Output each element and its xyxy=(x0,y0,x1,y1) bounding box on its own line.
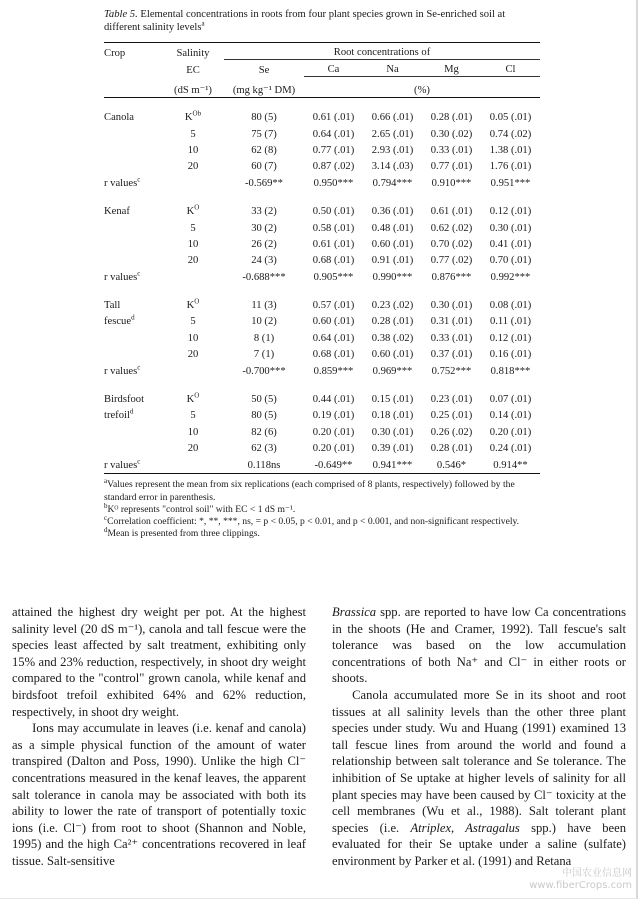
r-cl: 0.818*** xyxy=(490,365,531,377)
ec-cell: 10 xyxy=(187,144,199,156)
crop-cell: Canola xyxy=(104,112,135,124)
header-na: Na xyxy=(363,60,422,77)
crop-cell xyxy=(104,159,162,175)
r-mg: 0.752*** xyxy=(431,365,472,377)
table-row xyxy=(104,203,540,219)
crop-cell: fescue$^d$ xyxy=(104,313,135,328)
mg-value: 0.62 (.02) xyxy=(430,222,473,234)
ca-value: 0.61 (.01) xyxy=(312,238,355,250)
na-value: 0.36 (.01) xyxy=(371,206,414,218)
se-value: 80 (5) xyxy=(251,112,277,124)
se-value: 82 (6) xyxy=(251,426,277,438)
crop-cell xyxy=(104,253,162,269)
se-value: 7 (1) xyxy=(253,349,275,361)
mg-value: 0.33 (.01) xyxy=(430,332,473,344)
right-column xyxy=(332,604,626,870)
cl-value: 0.11 (.01) xyxy=(489,316,532,328)
header-mg: Mg xyxy=(422,60,481,77)
ec-cell: 5 xyxy=(190,222,196,234)
crop-cell xyxy=(104,236,162,252)
paragraph: Brassica spp. are reported to have low Ca concentrations in the shoots (He and Cramer, 1992). Tall fescue's salt tolerance was based on the low accumulation concentrations of both Na⁺ and Cl⁻ in either roots or shoots. xyxy=(332,605,626,686)
r-na: 0.990*** xyxy=(372,271,413,283)
r-values-row xyxy=(104,269,540,285)
table-row xyxy=(104,142,540,158)
header-cl: Cl xyxy=(481,60,540,77)
r-ca: 0.859*** xyxy=(313,365,354,377)
ec-cell: 5 xyxy=(190,128,196,140)
table-caption xyxy=(104,8,540,34)
ec-cell: 20 xyxy=(187,349,199,361)
table-row xyxy=(104,110,540,126)
crop-cell xyxy=(104,441,162,457)
left-column xyxy=(12,604,306,870)
cl-value: 0.41 (.01) xyxy=(489,238,532,250)
table-label: Table 5. xyxy=(104,9,138,20)
footnote-d: $^d$Mean is presented from three clippings. xyxy=(104,525,260,540)
crop-cell xyxy=(104,220,162,236)
table-row xyxy=(104,330,540,346)
na-value: 0.15 (.01) xyxy=(371,394,414,406)
cl-value: 0.12 (.01) xyxy=(489,332,532,344)
mg-value: 0.37 (.01) xyxy=(430,349,473,361)
table-row xyxy=(104,253,540,269)
ca-value: 0.58 (.01) xyxy=(312,222,355,234)
table-row xyxy=(104,126,540,142)
se-value: 33 (2) xyxy=(251,206,277,218)
r-values-label: r values$^c$ xyxy=(104,363,141,377)
cl-value: 0.07 (.01) xyxy=(489,394,532,406)
cl-value: 0.14 (.01) xyxy=(489,410,532,422)
na-value: 0.18 (.01) xyxy=(371,410,414,422)
ec-cell: 10 xyxy=(187,332,199,344)
ca-value: 0.60 (.01) xyxy=(312,316,355,328)
table-row xyxy=(104,408,540,424)
se-value: 80 (5) xyxy=(251,410,277,422)
mg-value: 0.28 (.01) xyxy=(430,112,473,124)
r-cl: 0.951*** xyxy=(490,177,531,189)
r-na: 0.941*** xyxy=(372,459,413,471)
r-se: 0.118ns xyxy=(247,459,281,471)
table-row xyxy=(104,441,540,457)
caption-footnote-mark: a xyxy=(201,19,205,28)
se-value: 24 (3) xyxy=(251,255,277,267)
r-values-label: r values$^c$ xyxy=(104,457,141,471)
se-value: 30 (2) xyxy=(251,222,277,234)
r-values-row xyxy=(104,363,540,379)
ec-cell: $K^O$ xyxy=(186,391,200,406)
ca-value: 0.19 (.01) xyxy=(312,410,355,422)
mg-value: 0.25 (.01) xyxy=(430,410,473,422)
paragraph: Canola accumulated more Se in its shoot and root tissues at all salinity levels than the other three plant species under study. Wu and Huang (1991) examined 13 tall fescue lines from around the world and found a relationship between salt tolerance and Se tolerance. The inhibition of Se uptake at higher levels of salinity for all plant species may have been caused by Cl⁻ toxicity at the cell membranes (Wu et al., 1988). Salt tolerant plant species (i.e. Atriplex, Astragalus spp.) have been evaluated for their Se uptake under a saline (sulfate) environment by Parker et al. (1991) and Retana xyxy=(332,687,627,868)
ca-value: 0.68 (.01) xyxy=(312,255,355,267)
r-cl: 0.992*** xyxy=(490,271,531,283)
mg-value: 0.30 (.02) xyxy=(430,128,473,140)
paragraph: Ions may accumulate in leaves (i.e. kenaf and canola) as a simple physical function of the amount of water transpired (Dalton and Poss, 1990). Unlike the high Cl⁻ concentrations measured in the kenaf leaves, the apparent salt tolerance in canola may be associated with both its ability to lower the rate of transport of potentially toxic ions (i.e. Cl⁻) from root to shoot (Shannon and Noble, 1995) and the high Ca²⁺ concentrations recovered in leaf tissue. Salt-sensitive xyxy=(12,721,306,868)
na-value: 0.60 (.01) xyxy=(371,238,414,250)
ec-cell: 10 xyxy=(187,238,199,250)
crop-cell xyxy=(104,126,162,142)
cl-value: 0.16 (.01) xyxy=(489,349,532,361)
caption-text: Elemental concentrations in roots from four plant species grown in Se-enriched soil at different salinity levels xyxy=(104,9,506,33)
na-value: 0.66 (.01) xyxy=(371,112,414,124)
mg-value: 0.77 (.02) xyxy=(430,255,473,267)
na-value: 3.14 (.03) xyxy=(371,161,414,173)
ec-cell: $K^O$ xyxy=(186,203,200,218)
cl-value: 1.38 (.01) xyxy=(489,144,532,156)
ca-value: 0.64 (.01) xyxy=(312,332,355,344)
header-ca: Ca xyxy=(304,60,363,77)
header-percent-unit: (%) xyxy=(414,84,430,96)
na-value: 2.65 (.01) xyxy=(371,128,414,140)
table-row xyxy=(104,314,540,330)
se-value: 8 (1) xyxy=(253,332,275,344)
na-value: 0.91 (.01) xyxy=(371,255,414,267)
crop-cell xyxy=(104,142,162,158)
mg-value: 0.30 (.01) xyxy=(430,300,473,312)
ca-value: 0.50 (.01) xyxy=(312,206,355,218)
crop-cell: Tall xyxy=(104,300,121,312)
r-values-row xyxy=(104,457,540,474)
header-crop: Crop xyxy=(104,47,126,59)
cl-value: 0.05 (.01) xyxy=(489,112,532,124)
crop-cell: trefoil$^d$ xyxy=(104,407,134,422)
r-ca: 0.950*** xyxy=(313,177,354,189)
table-body xyxy=(104,97,540,474)
ec-cell: 10 xyxy=(187,426,199,438)
table-row xyxy=(104,347,540,363)
table-row xyxy=(104,297,540,313)
table-row xyxy=(104,220,540,236)
ca-value: 0.57 (.01) xyxy=(312,300,355,312)
ca-value: 0.64 (.01) xyxy=(312,128,355,140)
mg-value: 0.77 (.01) xyxy=(430,161,473,173)
se-value: 62 (8) xyxy=(251,144,277,156)
ec-cell: 5 xyxy=(190,316,196,328)
r-values-label: r values$^c$ xyxy=(104,175,141,189)
paragraph: attained the highest dry weight per pot. At the highest salinity level (20 dS m⁻¹), canola and tall fescue were the species least affected by salt treatment, exhibiting only 15% and 23% reduction, respectively, in shoot dry weight compared to the "control" grown canola, while kenaf and birdsfoot trefoil exhibited 64% and 62% reduction, respectively, in shoot dry weight. xyxy=(12,605,306,719)
r-values-row xyxy=(104,175,540,191)
se-value: 60 (7) xyxy=(251,161,277,173)
header-ec-unit: (dS m⁻¹) xyxy=(174,84,212,96)
crop-cell xyxy=(104,330,162,346)
r-mg: 0.910*** xyxy=(431,177,472,189)
table-row xyxy=(104,159,540,175)
r-ca: 0.905*** xyxy=(313,271,354,283)
table-row xyxy=(104,391,540,407)
r-values-label: r values$^c$ xyxy=(104,269,141,283)
header-se: Se xyxy=(258,64,270,76)
footnote-b: $^b$Kᴼ represents "control soil" with EC < 1 dS m⁻¹. xyxy=(104,501,296,515)
r-mg: 0.546* xyxy=(436,459,467,471)
na-value: 0.23 (.02) xyxy=(371,300,414,312)
mg-value: 0.23 (.01) xyxy=(430,394,473,406)
cl-value: 0.20 (.01) xyxy=(489,426,532,438)
ec-cell: $K^{Ob}$ xyxy=(184,109,202,124)
crop-cell xyxy=(104,424,162,440)
ca-value: 0.20 (.01) xyxy=(312,443,355,455)
ca-value: 0.61 (.01) xyxy=(312,112,355,124)
cl-value: 0.30 (.01) xyxy=(489,222,532,234)
r-ca: -0.649** xyxy=(314,459,353,471)
header-salinity: Salinity xyxy=(176,47,210,59)
table-row xyxy=(104,236,540,252)
se-value: 26 (2) xyxy=(251,238,277,250)
na-value: 0.48 (.01) xyxy=(371,222,414,234)
na-value: 0.39 (.01) xyxy=(371,443,414,455)
cl-value: 0.24 (.01) xyxy=(489,443,532,455)
se-value: 11 (3) xyxy=(251,300,277,312)
header-se-unit: (mg kg⁻¹ DM) xyxy=(232,84,296,96)
na-value: 2.93 (.01) xyxy=(371,144,414,156)
cl-value: 0.08 (.01) xyxy=(489,300,532,312)
header-ec: EC xyxy=(186,64,200,76)
mg-value: 0.26 (.02) xyxy=(430,426,473,438)
data-table xyxy=(104,42,540,474)
watermark: 中国农业信息网 www.fiberCrops.com xyxy=(529,868,632,891)
ca-value: 0.20 (.01) xyxy=(312,426,355,438)
table-footnotes xyxy=(104,479,540,540)
se-value: 62 (3) xyxy=(251,443,277,455)
r-se: -0.569** xyxy=(245,177,283,189)
genus-name: Brassica xyxy=(332,605,377,619)
crop-cell: Kenaf xyxy=(104,206,130,218)
footnote-a: $^a$Values represent the mean from six replications (each comprised of 8 plants, respectively) followed by the standard error in parenthesis. xyxy=(104,477,515,503)
cl-value: 0.74 (.02) xyxy=(489,128,532,140)
crop-cell xyxy=(104,347,162,363)
ca-value: 0.44 (.01) xyxy=(312,394,355,406)
header-root-concentrations: Root concentrations of xyxy=(224,43,540,60)
na-value: 0.60 (.01) xyxy=(371,349,414,361)
cl-value: 0.70 (.01) xyxy=(489,255,532,267)
footnote-c: $^c$Correlation coefficient: *, **, ***, ns, = p < 0.05, p < 0.01, and p < 0.001, and non-significant respectively. xyxy=(104,513,520,527)
mg-value: 0.31 (.01) xyxy=(430,316,473,328)
crop-cell: Birdsfoot xyxy=(104,394,145,406)
ec-cell: 20 xyxy=(187,255,199,267)
mg-value: 0.61 (.01) xyxy=(430,206,473,218)
r-se: -0.700*** xyxy=(242,365,286,377)
table-row xyxy=(104,424,540,440)
ec-cell: 20 xyxy=(187,161,199,173)
r-na: 0.969*** xyxy=(372,365,413,377)
ec-cell: 5 xyxy=(190,410,196,422)
r-mg: 0.876*** xyxy=(431,271,472,283)
mg-value: 0.70 (.02) xyxy=(430,238,473,250)
na-value: 0.28 (.01) xyxy=(371,316,414,328)
ca-value: 0.68 (.01) xyxy=(312,349,355,361)
ec-cell: 20 xyxy=(187,443,199,455)
se-value: 10 (2) xyxy=(251,316,277,328)
ca-value: 0.87 (.02) xyxy=(312,161,355,173)
genus-names: Atriplex, Astragalus xyxy=(410,820,520,835)
ca-value: 0.77 (.01) xyxy=(312,144,355,156)
r-se: -0.688*** xyxy=(242,271,286,283)
r-na: 0.794*** xyxy=(372,177,413,189)
se-value: 50 (5) xyxy=(251,394,277,406)
cl-value: 1.76 (.01) xyxy=(489,161,532,173)
cl-value: 0.12 (.01) xyxy=(489,206,532,218)
se-value: 75 (7) xyxy=(251,128,277,140)
r-cl: 0.914** xyxy=(493,459,528,471)
na-value: 0.38 (.02) xyxy=(371,332,414,344)
mg-value: 0.33 (.01) xyxy=(430,144,473,156)
table-5 xyxy=(104,8,540,540)
na-value: 0.30 (.01) xyxy=(371,426,414,438)
ec-cell: $K^O$ xyxy=(186,297,200,312)
mg-value: 0.28 (.01) xyxy=(430,443,473,455)
